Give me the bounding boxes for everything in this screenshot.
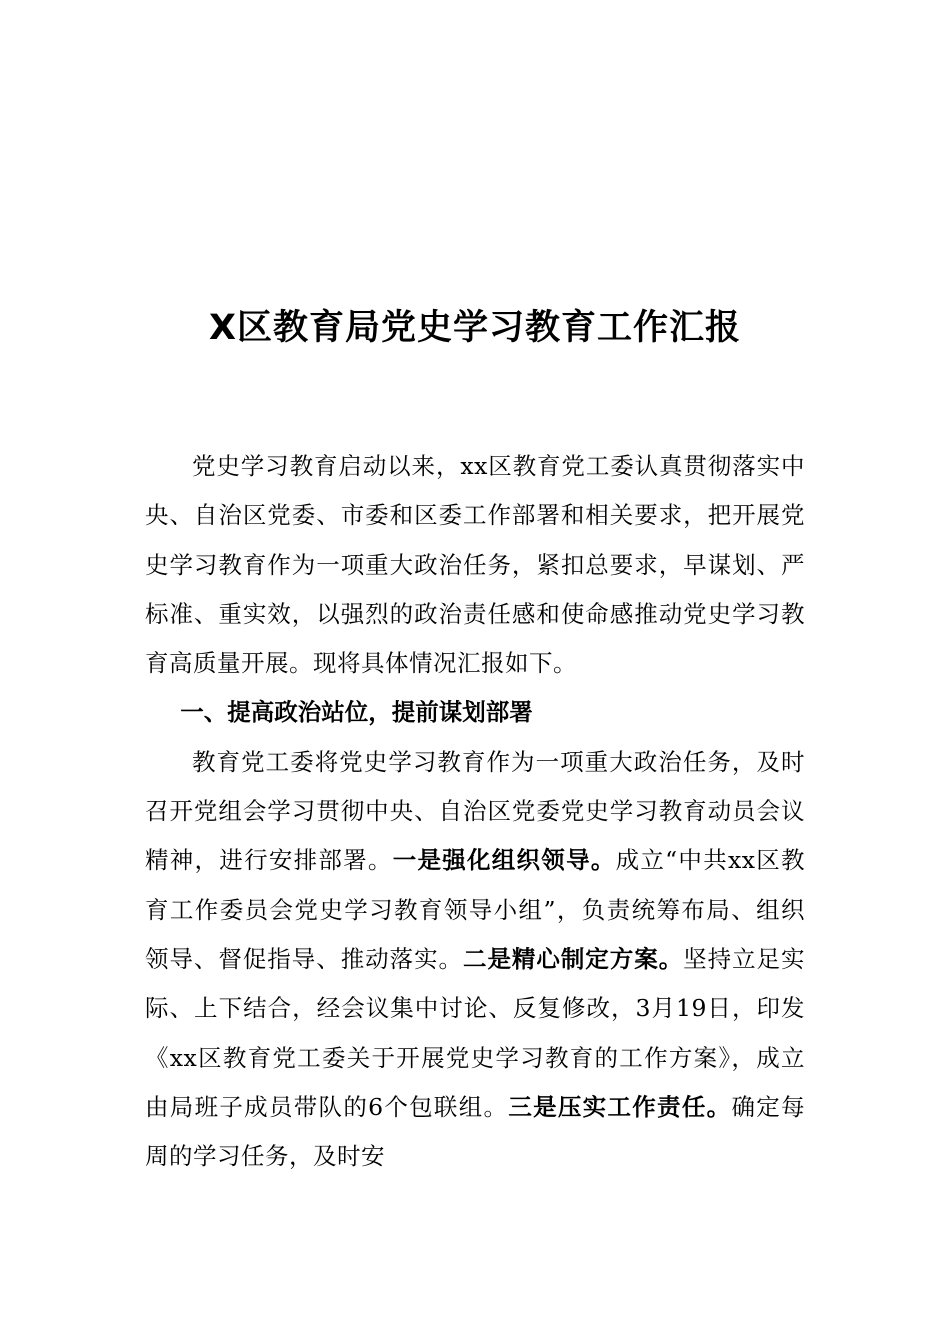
document-title: X区教育局党史学习教育工作汇报: [209, 308, 741, 348]
section-1-bold-1: 一是强化组织领导。: [392, 846, 616, 875]
section-1-text-4: 确定每周的学习任务，及时安: [145, 1092, 806, 1171]
section-1-bold-2: 二是精心制定方案。: [463, 944, 684, 973]
intro-paragraph: 党史学习教育启动以来，xx区教育党工委认真贯彻落实中央、自治区党委、市委和区委工作部署和相关要求，把开展党史学习教育作为一项重大政治任务，紧扣总要求，早谋划、严标准、重实效，以强烈的政治责任感和使命感推动党史学习教育高质量开展。现将具体情况汇报如下。: [145, 452, 805, 678]
section-1-bold-3: 三是压实工作责任。: [508, 1092, 732, 1121]
section-heading-1: 一、提高政治站位，提前谋划部署: [180, 698, 533, 727]
document-body: [145, 442, 805, 1181]
section-1-text-2: 成立“中共xx区教育工作委员会党史学习教育领导小组”，负责统筹布局、组织领导、督促指导、推动落实。: [145, 846, 806, 973]
section-1-text-3: 坚持立足实际、上下结合，经会议集中讨论、反复修改，3月19日，印发《xx区教育党工委关于开展党史学习教育的工作方案》，成立由局班子成员带队的6个包联组。: [145, 944, 806, 1121]
section-1-paragraph: [145, 738, 805, 1182]
section-1-text-1: 教育党工委将党史学习教育作为一项重大政治任务，及时召开党组会学习贯彻中央、自治区党委党史学习教育动员会议精神，进行安排部署。: [145, 747, 805, 875]
